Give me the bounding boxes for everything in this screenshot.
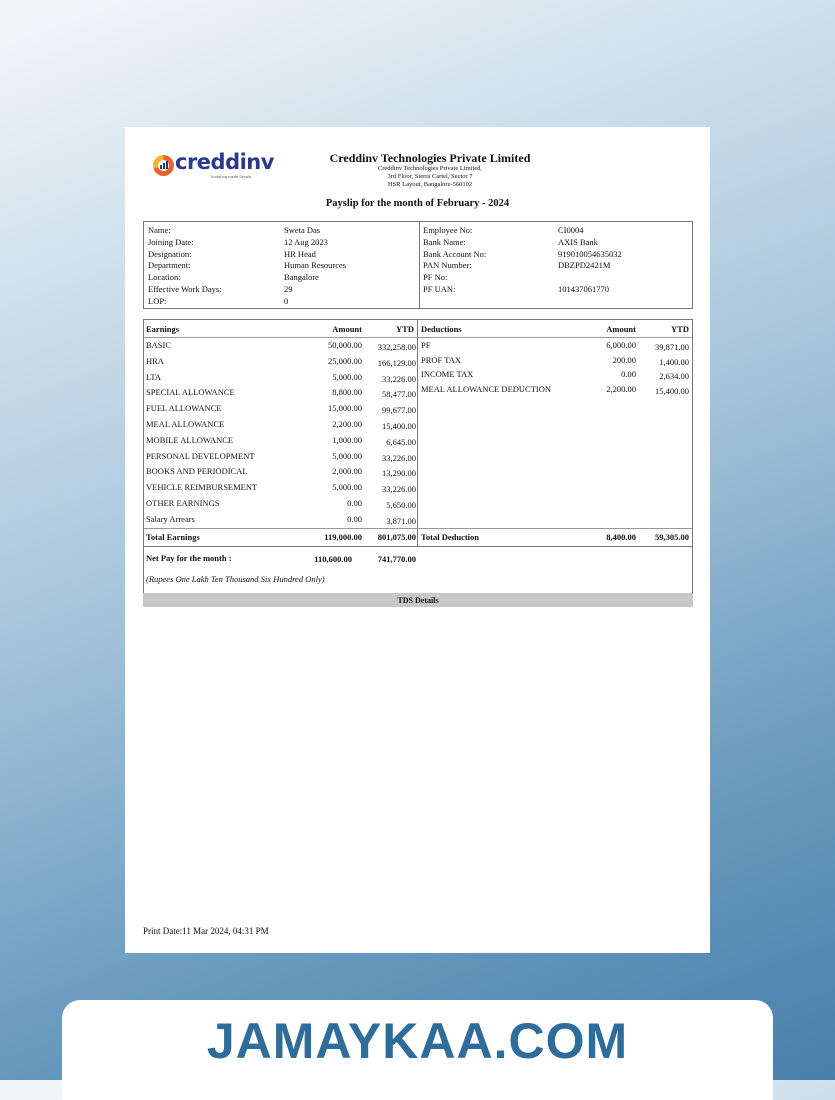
label-joining-date: Joining Date: <box>148 236 194 247</box>
earnings-row-label: MOBILE ALLOWANCE <box>146 434 234 445</box>
deductions-row-amount: 2,200.00 <box>606 383 636 394</box>
net-pay-rule <box>144 546 692 547</box>
total-earnings-label: Total Earnings <box>146 532 200 542</box>
payslip-title: Payslip for the month of February - 2024 <box>325 198 510 209</box>
earnings-row-amount: 8,800.00 <box>332 387 362 398</box>
earnings-row-ytd: 15,400.00 <box>382 421 416 431</box>
employee-right-labels <box>423 225 486 296</box>
label-location: Location: <box>148 272 181 283</box>
earnings-row-amount: 2,000.00 <box>332 466 362 477</box>
total-deduction-label: Total Deduction <box>421 532 480 542</box>
value-bank-account-no: 919010054635032 <box>558 248 622 259</box>
value-pf-no <box>558 272 622 284</box>
earnings-row-label: SPECIAL ALLOWANCE <box>146 387 235 398</box>
total-earnings-amount: 119,000.00 <box>324 532 362 542</box>
column-divider <box>417 320 418 546</box>
value-location: Bangalore <box>284 272 319 283</box>
value-joining-date: 12 Aug 2023 <box>284 236 328 247</box>
earnings-row-label: VEHICLE REIMBURSEMENT <box>146 482 258 493</box>
label-bank-account-no: Bank Account No: <box>423 248 487 259</box>
employee-info-box <box>143 221 693 309</box>
earnings-row-ytd: 332,258.00 <box>377 342 416 352</box>
company-address-line: HSR Layout, Bangalore-560102 <box>387 181 473 188</box>
tds-details-bar: TDS Details <box>143 593 693 607</box>
earnings-row-ytd: 58,477.00 <box>382 389 416 400</box>
deductions-row-label: PF <box>421 340 431 350</box>
net-pay-label: Net Pay for the month : <box>146 553 232 563</box>
net-pay-amount: 110,600.00 <box>314 554 352 564</box>
earnings-row-label: BOOKS AND PERIODICAL <box>146 466 248 477</box>
value-designation: HR Head <box>284 248 316 259</box>
label-lop: LOP: <box>148 295 167 306</box>
earnings-row-ytd: 33,226.00 <box>382 452 416 463</box>
deductions-row-amount: 6,000.00 <box>606 340 636 350</box>
earnings-row-ytd: 13,290.00 <box>382 468 416 479</box>
label-effective-work-days: Effective Work Days: <box>148 283 222 294</box>
deductions-row-label: PROF TAX <box>421 354 462 365</box>
earnings-row-ytd: 6,645.00 <box>386 436 416 447</box>
earnings-row-ytd: 3,871.00 <box>386 515 416 526</box>
value-employee-no: CI0004 <box>558 225 584 235</box>
deductions-row-ytd: 2,634.00 <box>659 371 689 381</box>
label-department: Department: <box>148 260 191 271</box>
deductions-row-amount: 200.00 <box>612 354 636 365</box>
deductions-row-ytd: 15,400.00 <box>655 385 689 396</box>
value-department: Human Resources <box>284 260 347 271</box>
company-address-line: Creddinv Technologies Private Limited, <box>377 165 483 172</box>
earnings-row-amount: 1,000.00 <box>332 434 362 445</box>
total-deduction-ytd: 59,305.00 <box>655 532 689 542</box>
employee-left-values <box>284 225 346 308</box>
earnings-row-amount: 0.00 <box>347 513 362 524</box>
earnings-row-label: HRA <box>146 355 164 366</box>
earnings-row-amount: 50,000.00 <box>328 340 362 350</box>
earnings-row-amount: 5,000.00 <box>332 450 362 461</box>
earnings-row-amount: 15,000.00 <box>328 403 362 414</box>
header-rule <box>144 337 692 338</box>
label-pf-uan: PF UAN: <box>423 283 456 294</box>
print-date: Print Date:11 Mar 2024, 04:31 PM <box>143 926 269 936</box>
earnings-amount-header: Amount <box>332 324 362 334</box>
earnings-row-amount: 5,000.00 <box>332 371 362 382</box>
logo-tagline: Investing made Simple <box>211 175 252 179</box>
deductions-row-label: INCOME TAX <box>421 369 474 379</box>
label-bank-name: Bank Name: <box>423 236 466 247</box>
employee-right-values <box>558 225 622 296</box>
label-pf-no: PF No: <box>423 272 448 283</box>
label-name: Name: <box>148 225 171 235</box>
company-header <box>315 151 545 189</box>
earnings-row-amount: 2,200.00 <box>332 419 362 429</box>
earnings-row-ytd: 99,677.00 <box>382 405 416 416</box>
company-name: Creddinv Technologies Private Limited <box>329 151 531 165</box>
value-effective-work-days: 29 <box>284 283 293 294</box>
earnings-row-label: MEAL ALLOWANCE <box>146 419 225 429</box>
earnings-row-amount: 25,000.00 <box>328 355 362 366</box>
logo-bars-icon <box>160 161 169 169</box>
employee-left-labels <box>148 225 222 308</box>
total-deduction-amount: 8,400.00 <box>606 532 636 542</box>
value-bank-name: AXIS Bank <box>558 236 598 247</box>
deductions-header: Deductions <box>421 324 462 334</box>
watermark-banner <box>62 1000 773 1100</box>
earnings-deductions-table <box>143 319 693 594</box>
earnings-row-ytd: 33,226.00 <box>382 484 416 495</box>
payslip-sheet <box>125 127 710 953</box>
earnings-row-amount: 5,000.00 <box>332 482 362 493</box>
company-logo <box>153 150 274 183</box>
label-designation: Designation: <box>148 248 192 259</box>
deductions-amount-header: Amount <box>606 324 636 334</box>
watermark-text: JAMAYKAA.COM <box>206 1013 629 1069</box>
earnings-row-label: FUEL ALLOWANCE <box>146 403 222 414</box>
earnings-ytd-header: YTD <box>396 324 414 334</box>
earnings-row-ytd: 33,226.00 <box>382 373 416 384</box>
deductions-row-ytd: 39,871.00 <box>655 342 689 352</box>
totals-rule <box>144 528 692 529</box>
value-pf-uan: 101437061770 <box>558 283 609 294</box>
earnings-row-label: LTA <box>146 371 162 382</box>
earnings-row-label: BASIC <box>146 340 172 350</box>
earnings-row-amount: 0.00 <box>347 498 362 508</box>
earnings-row-ytd: 5,650.00 <box>386 500 416 510</box>
label-pan-number: PAN Number: <box>423 260 472 271</box>
logo-text: creddinv <box>175 150 274 174</box>
company-address-line: 3rd Floor, Sierra Cartel, Sector 7 <box>387 173 473 180</box>
value-pan-number: DBZPD2421M <box>558 260 611 271</box>
info-divider <box>419 222 420 308</box>
earnings-row-label: Salary Arrears <box>146 513 195 524</box>
earnings-row-label: OTHER EARNINGS <box>146 498 220 508</box>
deductions-row-label: MEAL ALLOWANCE DEDUCTION <box>421 383 552 394</box>
value-name: Sweta Das <box>284 225 321 235</box>
earnings-header: Earnings <box>146 324 180 334</box>
value-lop: 0 <box>284 295 289 306</box>
earnings-row-ytd: 166,129.00 <box>377 357 416 368</box>
label-employee-no: Employee No: <box>423 225 473 235</box>
total-earnings-ytd: 801,075.00 <box>377 532 416 542</box>
deductions-row-amount: 0.00 <box>621 369 636 379</box>
deductions-row-ytd: 1,400.00 <box>659 356 689 367</box>
deductions-ytd-header: YTD <box>671 324 689 334</box>
earnings-row-label: PERSONAL DEVELOPMENT <box>146 450 255 461</box>
net-pay-in-words: (Rupees One Lakh Ten Thousand Six Hundred Only) <box>146 574 325 584</box>
net-pay-ytd: 741,770.00 <box>377 554 416 564</box>
